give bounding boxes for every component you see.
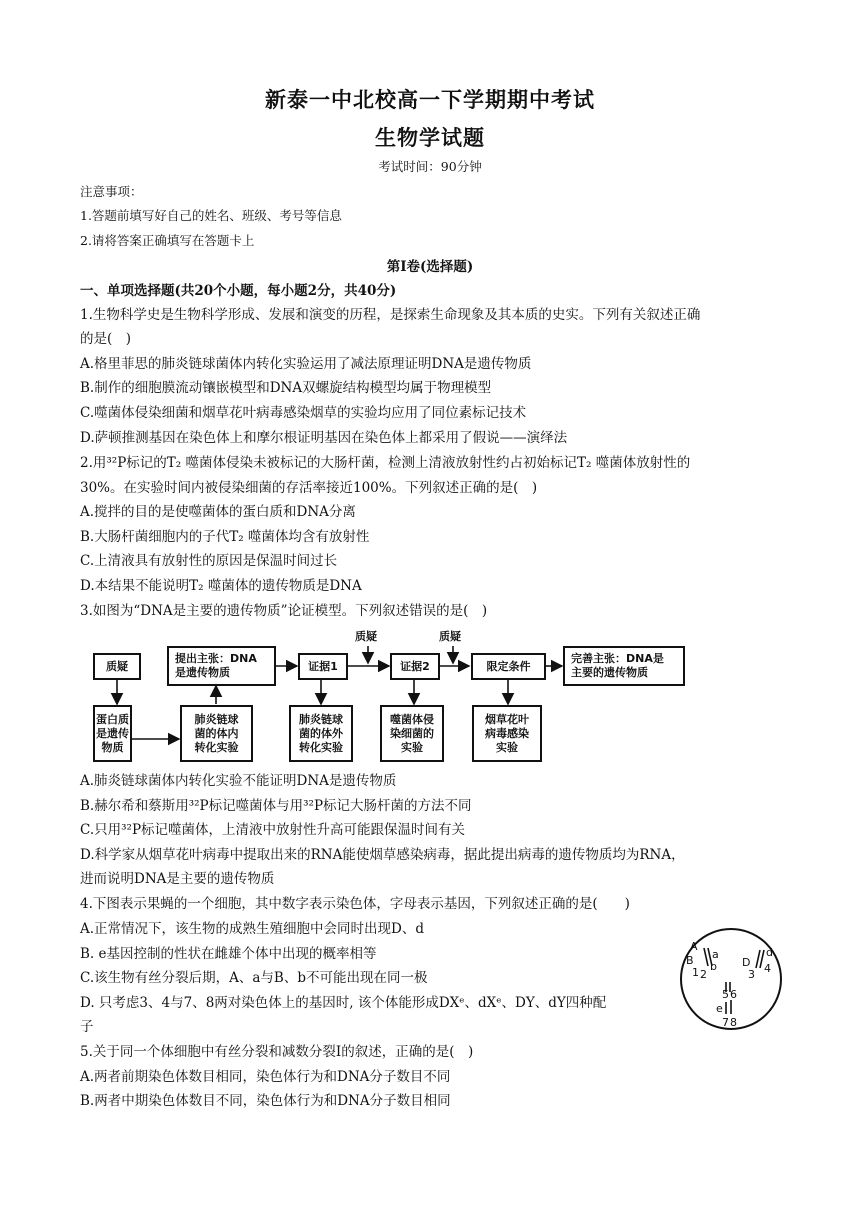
q5-option-b: B.两者中期染色体数目不同，染色体行为和DNA分子数目相同 [80, 1093, 451, 1109]
notes-heading: 注意事项： [80, 184, 143, 199]
cell-label: 5 [722, 988, 729, 1001]
exam-title: 新泰一中北校高一下学期期中考试 [265, 88, 595, 112]
cell-label: b [710, 960, 717, 973]
diagram-box-protein: 蛋白质 是遗传 物质 [93, 705, 132, 762]
q4-option-a: A.正常情况下，该生物的成熟生殖细胞中会同时出现D、d [80, 921, 425, 937]
q4-stem: 4.下图表示果蝇的一个细胞，其中数字表示染色体，字母表示基因，下列叙述正确的是( ) [80, 896, 630, 912]
q2-option-a: A.搅拌的目的是使噬菌体的蛋白质和DNA分离 [80, 504, 356, 520]
exam-subtitle: 生物学试题 [375, 126, 485, 150]
diagram-box-evidence-2: 证据2 [390, 653, 440, 680]
note-item: 2.请将答案正确填写在答题卡上 [80, 233, 255, 248]
section-title: 第Ⅰ卷(选择题) [386, 259, 474, 275]
q1-option-a: A.格里菲思的肺炎链球菌体内转化实验运用了减法原理证明DNA是遗传物质 [80, 356, 532, 372]
q3-option-b: B.赫尔希和蔡斯用³²P标记噬菌体与用³²P标记大肠杆菌的方法不同 [80, 798, 472, 814]
q1-stem: 的是( ) [80, 331, 132, 347]
q3-option-c: C.只用³²P标记噬菌体，上清液中放射性升高可能跟保温时间有关 [80, 822, 466, 838]
q1-stem: 1.生物科学史是生物科学形成、发展和演变的历程，是探索生命现象及其本质的史实。下列有关叙述正确 [80, 307, 701, 323]
diagram-box-evidence-1: 证据1 [298, 653, 348, 680]
cell-label: a [712, 948, 719, 961]
diagram-box-question: 质疑 [93, 653, 141, 680]
diagram-box-in-vivo: 肺炎链球 菌的体内 转化实验 [180, 705, 253, 762]
diagram-box-condition: 限定条件 [471, 653, 546, 680]
q2-stem: 2.用³²P标记的T₂ 噬菌体侵染未被标记的大肠杆菌，检测上清液放射性约占初始标记T₂ 噬菌体放射性的 [80, 455, 691, 471]
cell-label: A [690, 940, 698, 953]
q1-option-d: D.萨顿推测基因在染色体上和摩尔根证明基因在染色体上都采用了假说——演绎法 [80, 430, 568, 446]
cell-label: 2 [700, 968, 707, 981]
diagram-box-refined-claim: 完善主张：DNA是 主要的遗传物质 [563, 646, 685, 686]
cell-label: B [686, 954, 694, 967]
q3-stem: 3.如图为“DNA是主要的遗传物质”论证模型。下列叙述错误的是( ) [80, 603, 488, 619]
diagram-box-phage: 噬菌体侵 染细菌的 实验 [380, 705, 444, 762]
q1-option-b: B.制作的细胞膜流动镶嵌模型和DNA双螺旋结构模型均属于物理模型 [80, 380, 492, 396]
diagram-box-tmv: 烟草花叶 病毒感染 实验 [472, 705, 542, 762]
q2-option-d: D.本结果不能说明T₂ 噬菌体的遗传物质是DNA [80, 578, 362, 594]
cell-label: 3 [748, 968, 755, 981]
q3-option-d: D.科学家从烟草花叶病毒中提取出来的RNA能使烟草感染病毒，据此提出病毒的遗传物质均为RNA， [80, 847, 685, 863]
q3-option-d-cont: 进而说明DNA是主要的遗传物质 [80, 871, 275, 887]
diagram-box-in-vitro: 肺炎链球 菌的体外 转化实验 [289, 705, 353, 762]
q5-option-a: A.两者前期染色体数目相同，染色体行为和DNA分子数目不同 [80, 1069, 451, 1085]
q4-option-b: B. e基因控制的性状在雌雄个体中出现的概率相等 [80, 946, 377, 962]
cell-label: e [716, 1002, 723, 1015]
q2-option-c: C.上清液具有放射性的原因是保温时间过长 [80, 553, 338, 569]
fruit-fly-cell-figure [678, 926, 784, 1032]
cell-label: 8 [730, 1016, 737, 1029]
cell-label: d [766, 946, 773, 959]
exam-time: 考试时间：90分钟 [378, 159, 482, 174]
q2-option-b: B.大肠杆菌细胞内的子代T₂ 噬菌体均含有放射性 [80, 529, 370, 545]
q1-option-c: C.噬菌体侵染细菌和烟草花叶病毒感染烟草的实验均应用了同位素标记技术 [80, 405, 527, 421]
q3-option-a: A.肺炎链球菌体内转化实验不能证明DNA是遗传物质 [80, 773, 397, 789]
diagram-box-claim: 提出主张：DNA 是遗传物质 [167, 646, 276, 686]
q5-stem: 5.关于同一个体细胞中有丝分裂和减数分裂Ⅰ的叙述，正确的是( ) [80, 1044, 474, 1060]
cell-drawing [678, 926, 784, 1032]
q4-option-d: D. 只考虑3、4与7、8两对染色体上的基因时, 该个体能形成DXᵉ、dXᵉ、DY、dY四种配 [80, 995, 607, 1011]
q4-option-c: C.该生物有丝分裂后期，A、a与B、b不可能出现在同一极 [80, 970, 428, 986]
cell-label: 1 [692, 966, 699, 979]
q2-stem: 30%。在实验时间内被侵染细菌的存活率接近100%。下列叙述正确的是( ) [80, 480, 538, 496]
cell-label: D [742, 956, 751, 969]
cell-label: 7 [722, 1016, 729, 1029]
q4-option-d-cont: 子 [80, 1019, 94, 1035]
diagram-question-label: 质疑 [439, 630, 461, 643]
diagram-question-label: 质疑 [355, 630, 377, 643]
cell-label: 4 [764, 962, 771, 975]
argument-model-diagram [80, 628, 692, 764]
cell-label: 6 [730, 988, 737, 1001]
part-heading: 一、单项选择题(共20个小题，每小题2分，共40分) [80, 283, 397, 299]
note-item: 1.答题前填写好自己的姓名、班级、考号等信息 [80, 208, 342, 223]
